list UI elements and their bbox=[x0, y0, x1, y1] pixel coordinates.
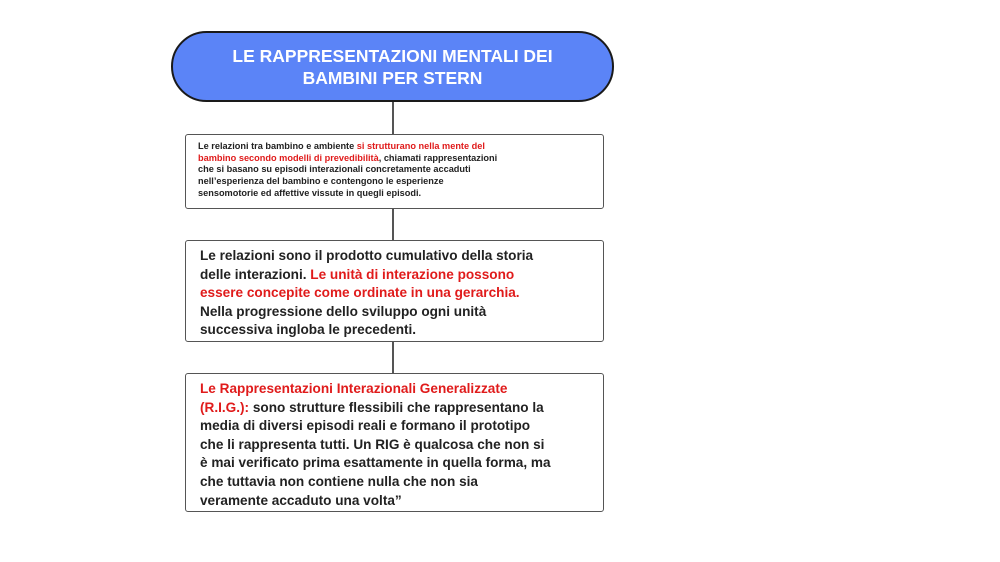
text-box-1 bbox=[185, 134, 604, 209]
box1-line-2: bambino secondo modelli di prevedibilità, chiamati rappresentazioni bbox=[198, 152, 498, 163]
connector-box1-box2 bbox=[392, 209, 394, 240]
text-box-2 bbox=[185, 240, 604, 342]
box3-line-5: è mai verificato prima esattamente in quella forma, ma bbox=[200, 455, 551, 471]
title-line-1: LE RAPPRESENTAZIONI MENTALI DEI bbox=[232, 45, 553, 66]
box1-highlight: si strutturano nella mente del bbox=[356, 141, 485, 151]
box3-line-7: veramente accaduto una volta” bbox=[200, 492, 402, 508]
box3-line-6: che tuttavia non contiene nulla che non sia bbox=[200, 473, 478, 489]
box1-highlight: bambino secondo modelli di prevedibilità bbox=[198, 152, 379, 163]
box1-line-5: sensomotorie ed affettive vissute in quegli episodi. bbox=[198, 187, 422, 198]
box3-highlight: (R.I.G.): bbox=[200, 399, 250, 415]
box1-line-4: nell’esperienza del bambino e contengono le esperienze bbox=[198, 176, 444, 187]
box2-line-5: successiva ingloba le precedenti. bbox=[200, 322, 417, 337]
box2-highlight: Le unità di interazione possono bbox=[310, 266, 515, 282]
title-node bbox=[171, 31, 614, 102]
box1-line-1: Le relazioni tra bambino e ambiente si strutturano nella mente del bbox=[198, 141, 485, 151]
box2-line-1: Le relazioni sono il prodotto cumulativo della storia bbox=[200, 248, 534, 263]
box2-line-4: Nella progressione dello sviluppo ogni unità bbox=[200, 303, 487, 319]
connector-box2-box3 bbox=[392, 342, 394, 373]
connector-title-box1 bbox=[392, 102, 394, 134]
box3-line-1: Le Rappresentazioni Interazionali Generalizzate bbox=[200, 381, 508, 396]
box3-line-2: (R.I.G.): sono strutture flessibili che rappresentano la bbox=[200, 399, 544, 415]
text-box-3 bbox=[185, 373, 604, 512]
box1-line-3: che si basano su episodi interazionali concretamente accaduti bbox=[198, 164, 471, 175]
box2-line-3: essere concepite come ordinate in una gerarchia. bbox=[200, 285, 520, 300]
title-line-2: BAMBINI PER STERN bbox=[302, 67, 483, 88]
box3-line-3: media di diversi episodi reali e formano il prototipo bbox=[200, 418, 531, 434]
box3-line-4: che li rappresenta tutti. Un RIG è qualcosa che non si bbox=[200, 436, 545, 452]
box2-line-2: delle interazioni. Le unità di interazione possono bbox=[200, 266, 515, 282]
